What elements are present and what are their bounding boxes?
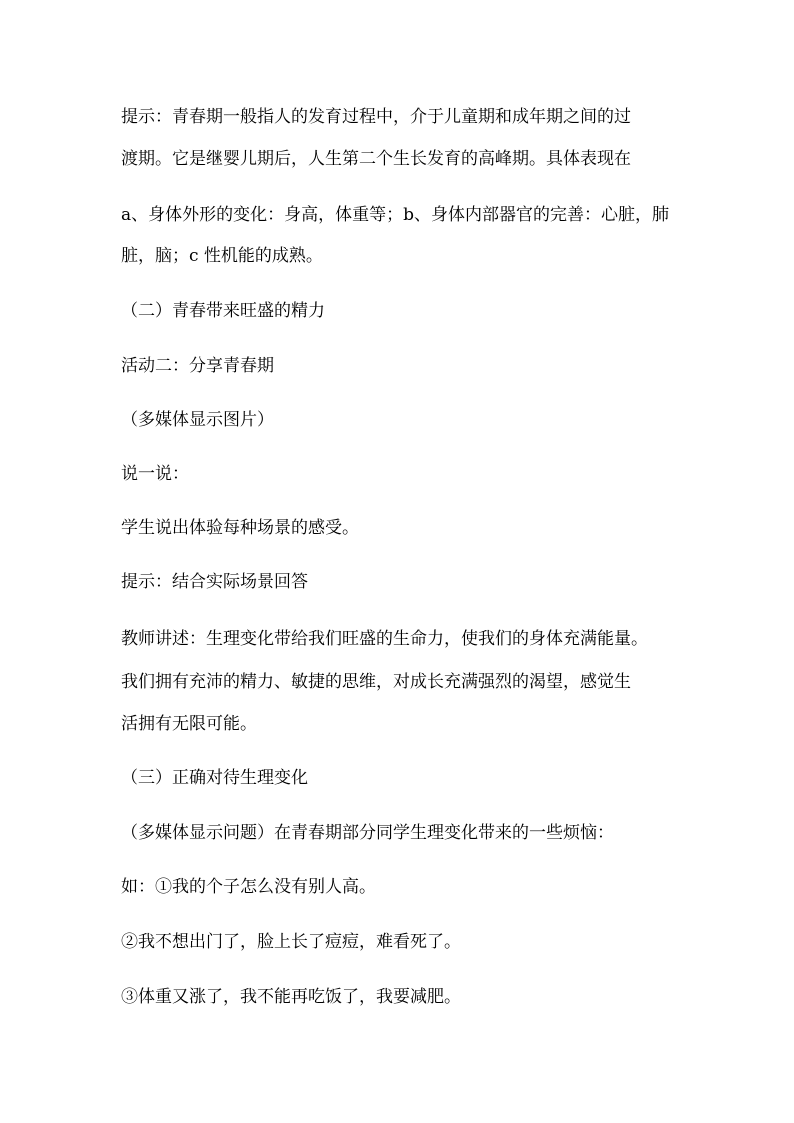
text-line: 渡期。它是继婴儿期后，人生第二个生长发育的高峰期。具体表现在 [121,149,631,169]
text-line: （多媒体显示图片） [121,410,274,430]
section-heading: （三）正确对待生理变化 [121,768,308,788]
text-line: 学生说出体验每种场景的感受。 [121,518,359,538]
activity-heading: 活动二：分享青春期 [121,356,274,376]
text-line: 说一说： [121,464,189,484]
text-line: ③体重又涨了，我不能再吃饭了，我要减肥。 [121,987,461,1007]
section-heading: （二）青春带来旺盛的精力 [121,301,325,321]
text-line: 脏，脑；c 性机能的成熟。 [121,246,323,266]
text-line: 我们拥有充沛的精力、敏捷的思维，对成长充满强烈的渴望，感觉生 [121,672,631,692]
text-line: 提示：结合实际场景回答 [121,572,308,592]
text-line: 如：①我的个子怎么没有别人高。 [121,877,376,897]
text-line: 提示：青春期一般指人的发育过程中，介于儿童期和成年期之间的过 [121,107,631,127]
text-line: ②我不想出门了，脸上长了痘痘，难看死了。 [121,932,461,952]
text-line: 活拥有无限可能。 [121,714,257,734]
text-line: （多媒体显示问题）在青春期部分同学生理变化带来的一些烦恼： [121,823,614,843]
text-line: 教师讲述：生理变化带给我们旺盛的生命力，使我们的身体充满能量。 [121,629,648,649]
text-line: a、身体外形的变化：身高，体重等；b、身体内部器官的完善：心脏，肺 [121,205,670,225]
